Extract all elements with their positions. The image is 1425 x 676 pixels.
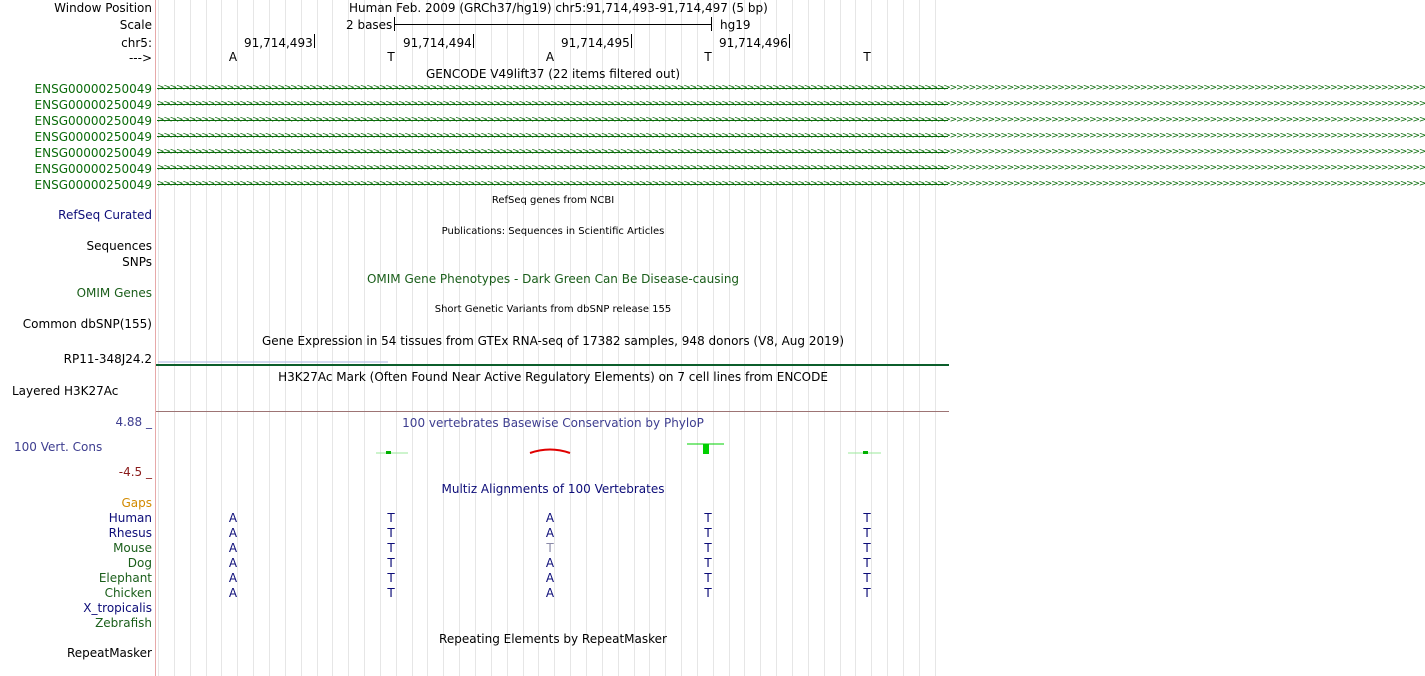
gencode-gene-intron[interactable] (157, 179, 1425, 189)
species-label[interactable]: Rhesus (108, 526, 152, 540)
scale-bases: 2 bases (346, 18, 393, 32)
gtex-title: Gene Expression in 54 tissues from GTEx RNA-seq of 17382 samples, 948 donors (V8, Aug 2019) (261, 334, 845, 348)
alignment-base: T (387, 556, 395, 570)
coordinate-tick (631, 34, 632, 48)
chrom-label: chr5: (121, 36, 152, 50)
alignment-base: T (704, 541, 712, 555)
h3k27ac-title: H3K27Ac Mark (Often Found Near Active Regulatory Elements) on 7 cell lines from ENCODE (278, 370, 828, 384)
snps-label[interactable]: SNPs (122, 255, 152, 269)
alignment-base: A (228, 511, 238, 525)
gencode-gene-intron[interactable] (157, 147, 1425, 157)
alignment-base: T (863, 586, 871, 600)
coordinate-label: 91,714,494 (403, 36, 472, 50)
reference-base: A (545, 50, 555, 64)
alignment-base: T (546, 541, 554, 555)
scale-label: Scale (119, 18, 152, 32)
coordinate-label: 91,714,495 (561, 36, 630, 50)
coordinate-tick (789, 34, 790, 48)
alignment-base: T (387, 586, 395, 600)
reference-base: A (228, 50, 238, 64)
alignment-base: T (863, 511, 871, 525)
phylop-max-label: 4.88 _ (115, 415, 152, 429)
h3k27ac-label[interactable]: Layered H3K27Ac (12, 384, 119, 398)
alignment-base: T (704, 586, 712, 600)
strand-arrows: >>>>>>>>>>>>>>>>>>>>>>>>>>>>>>>>>>>>>>>>>>>>>>>>>>>>>>>>>>>>>>>>>>>>>>>>>>>>>>>>>>>>>>>>>>>>>>>>>>>>>>>>>>>>>>>>>>>>>>>>>>>>>>>>>>>>>>>>>>>>>>>>>>>>>>>>>>>>>>>>>>>>>>>>>>>>>>>>>>>>>>>>>>>>>>>>>>>>>>>> (157, 83, 1425, 93)
alignment-base: T (863, 541, 871, 555)
phylop-base-5 (848, 451, 881, 454)
gencode-gene-label[interactable]: ENSG00000250049 (34, 130, 152, 144)
refseq-title: RefSeq genes from NCBI (491, 195, 615, 206)
refseq-label[interactable]: RefSeq Curated (58, 208, 152, 222)
coordinate-tick (314, 34, 315, 48)
scale-bar-left-tick (394, 17, 395, 31)
alignment-base: A (228, 526, 238, 540)
phylop-track-label[interactable]: 100 Vert. Cons (14, 440, 103, 454)
gencode-gene-label[interactable]: ENSG00000250049 (34, 82, 152, 96)
reference-base: T (387, 50, 395, 64)
dbsnp-label[interactable]: Common dbSNP(155) (22, 317, 152, 331)
alignment-base: T (387, 571, 395, 585)
coordinate-label: 91,714,493 (244, 36, 313, 50)
gencode-title: GENCODE V49lift37 (22 items filtered out) (425, 67, 680, 81)
species-label[interactable]: X_tropicalis (83, 601, 152, 615)
gencode-gene-intron[interactable] (157, 163, 1425, 173)
gencode-gene-label[interactable]: ENSG00000250049 (34, 146, 152, 160)
scale-assembly: hg19 (720, 18, 751, 32)
coordinate-tick (473, 34, 474, 48)
reference-base: T (863, 50, 871, 64)
species-label[interactable]: Chicken (104, 586, 152, 600)
omim-title: OMIM Gene Phenotypes - Dark Green Can Be Disease-causing (366, 272, 740, 286)
alignment-base: T (387, 511, 395, 525)
alignment-base: A (228, 586, 238, 600)
gencode-gene-intron[interactable] (157, 99, 1425, 109)
gencode-gene-intron[interactable] (157, 131, 1425, 141)
sequences-label[interactable]: Sequences (86, 239, 152, 253)
strand-arrows: >>>>>>>>>>>>>>>>>>>>>>>>>>>>>>>>>>>>>>>>>>>>>>>>>>>>>>>>>>>>>>>>>>>>>>>>>>>>>>>>>>>>>>>>>>>>>>>>>>>>>>>>>>>>>>>>>>>>>>>>>>>>>>>>>>>>>>>>>>>>>>>>>>>>>>>>>>>>>>>>>>>>>>>>>>>>>>>>>>>>>>>>>>>>>>>>>>>>>>>> (157, 131, 1425, 141)
reference-base: T (704, 50, 712, 64)
phylop-base-1 (376, 451, 408, 454)
gencode-gene-label[interactable]: ENSG00000250049 (34, 114, 152, 128)
gencode-gene-label[interactable]: ENSG00000250049 (34, 98, 152, 112)
omim-label[interactable]: OMIM Genes (76, 286, 152, 300)
strand-arrows: >>>>>>>>>>>>>>>>>>>>>>>>>>>>>>>>>>>>>>>>>>>>>>>>>>>>>>>>>>>>>>>>>>>>>>>>>>>>>>>>>>>>>>>>>>>>>>>>>>>>>>>>>>>>>>>>>>>>>>>>>>>>>>>>>>>>>>>>>>>>>>>>>>>>>>>>>>>>>>>>>>>>>>>>>>>>>>>>>>>>>>>>>>>>>>>>>>>>>>>> (157, 115, 1425, 125)
repeatmasker-label[interactable]: RepeatMasker (66, 646, 152, 660)
window-position-label: Window Position (54, 1, 152, 15)
alignment-base: A (545, 586, 555, 600)
alignment-base: T (387, 541, 395, 555)
phylop-graph[interactable] (156, 438, 949, 462)
gencode-gene-intron[interactable] (157, 115, 1425, 125)
gencode-gene-intron[interactable] (157, 83, 1425, 93)
h3k27ac-signal-line (156, 411, 949, 412)
dbsnp-title: Short Genetic Variants from dbSNP release 155 (434, 304, 672, 315)
species-label[interactable]: Elephant (98, 571, 152, 585)
window-position-text: Human Feb. 2009 (GRCh37/hg19) chr5:91,714,493-91,714,497 (5 bp) (349, 1, 768, 15)
alignment-base: A (545, 526, 555, 540)
alignment-base: T (863, 526, 871, 540)
gencode-gene-label[interactable]: ENSG00000250049 (34, 162, 152, 176)
strand-arrows: >>>>>>>>>>>>>>>>>>>>>>>>>>>>>>>>>>>>>>>>>>>>>>>>>>>>>>>>>>>>>>>>>>>>>>>>>>>>>>>>>>>>>>>>>>>>>>>>>>>>>>>>>>>>>>>>>>>>>>>>>>>>>>>>>>>>>>>>>>>>>>>>>>>>>>>>>>>>>>>>>>>>>>>>>>>>>>>>>>>>>>>>>>>>>>>>>>>>>>>> (157, 163, 1425, 173)
strand-label: ---> (128, 51, 152, 65)
gtex-expression-bar[interactable] (156, 364, 949, 366)
publications-title: Publications: Sequences in Scientific Articles (441, 226, 665, 237)
strand-arrows: >>>>>>>>>>>>>>>>>>>>>>>>>>>>>>>>>>>>>>>>>>>>>>>>>>>>>>>>>>>>>>>>>>>>>>>>>>>>>>>>>>>>>>>>>>>>>>>>>>>>>>>>>>>>>>>>>>>>>>>>>>>>>>>>>>>>>>>>>>>>>>>>>>>>>>>>>>>>>>>>>>>>>>>>>>>>>>>>>>>>>>>>>>>>>>>>>>>>>>>> (157, 179, 1425, 189)
alignment-base: A (545, 511, 555, 525)
alignment-base: A (228, 541, 238, 555)
alignment-base: T (387, 526, 395, 540)
scale-bar (394, 24, 711, 25)
gencode-gene-label[interactable]: ENSG00000250049 (34, 178, 152, 192)
alignment-base: T (704, 511, 712, 525)
species-label[interactable]: Zebrafish (95, 616, 152, 630)
gaps-label[interactable]: Gaps (121, 496, 152, 510)
strand-arrows: >>>>>>>>>>>>>>>>>>>>>>>>>>>>>>>>>>>>>>>>>>>>>>>>>>>>>>>>>>>>>>>>>>>>>>>>>>>>>>>>>>>>>>>>>>>>>>>>>>>>>>>>>>>>>>>>>>>>>>>>>>>>>>>>>>>>>>>>>>>>>>>>>>>>>>>>>>>>>>>>>>>>>>>>>>>>>>>>>>>>>>>>>>>>>>>>>>>>>>>> (157, 99, 1425, 109)
alignment-base: T (863, 571, 871, 585)
alignment-base: T (704, 526, 712, 540)
species-label[interactable]: Dog (127, 556, 152, 570)
alignment-base: A (545, 556, 555, 570)
multiz-title: Multiz Alignments of 100 Vertebrates (441, 482, 665, 496)
alignment-base: A (228, 571, 238, 585)
alignment-base: T (704, 571, 712, 585)
alignment-base: T (704, 556, 712, 570)
coordinate-label: 91,714,496 (719, 36, 788, 50)
gtex-label[interactable]: RP11-348J24.2 (63, 352, 152, 366)
species-label[interactable]: Human (108, 511, 152, 525)
phylop-min-label: -4.5 _ (118, 465, 152, 479)
scale-bar-right-tick (711, 17, 712, 31)
species-label[interactable]: Mouse (113, 541, 152, 555)
strand-arrows: >>>>>>>>>>>>>>>>>>>>>>>>>>>>>>>>>>>>>>>>>>>>>>>>>>>>>>>>>>>>>>>>>>>>>>>>>>>>>>>>>>>>>>>>>>>>>>>>>>>>>>>>>>>>>>>>>>>>>>>>>>>>>>>>>>>>>>>>>>>>>>>>>>>>>>>>>>>>>>>>>>>>>>>>>>>>>>>>>>>>>>>>>>>>>>>>>>>>>>>> (157, 147, 1425, 157)
alignment-base: A (545, 571, 555, 585)
phylop-title: 100 vertebrates Basewise Conservation by PhyloP (402, 416, 704, 430)
alignment-base: T (863, 556, 871, 570)
gtex-expression-faint (158, 361, 388, 363)
phylop-base-3-negative (530, 450, 570, 454)
phylop-base-4 (687, 444, 724, 454)
alignment-base: A (228, 556, 238, 570)
repeatmasker-title: Repeating Elements by RepeatMasker (439, 632, 667, 646)
